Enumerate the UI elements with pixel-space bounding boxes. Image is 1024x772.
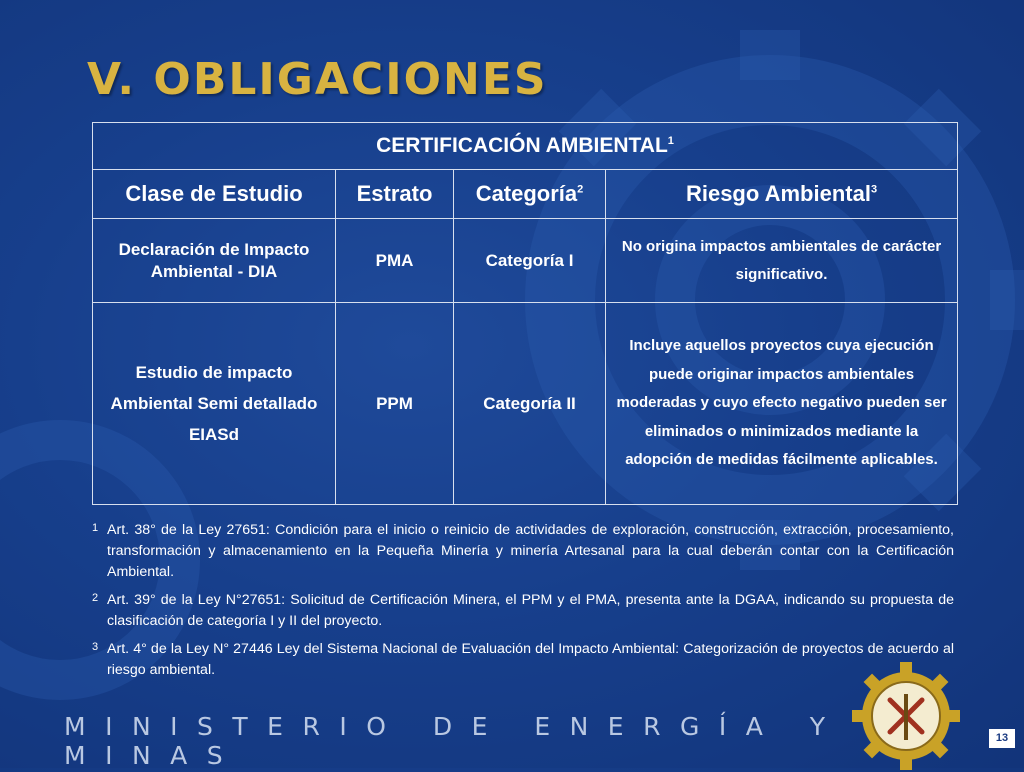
header-categoria: Categoría$^2$ xyxy=(454,170,606,219)
cell-estrato: PMA xyxy=(336,219,454,303)
footnote-text: Art. 39° de la Ley N°27651: Solicitud de Certificación Minera, el PPM y el PMA, presenta ante la DGAA, indicando su propuesta de clasificación de categoría I y II del proyecto. xyxy=(107,592,954,629)
table-caption-row xyxy=(93,123,958,170)
header-riesgo-ref: 3 xyxy=(870,183,878,196)
ministry-seal-icon xyxy=(850,660,962,772)
footnote-number: 2 xyxy=(92,592,99,604)
cell-clase: Estudio de impacto Ambiental Semi detallado EIASd xyxy=(93,303,336,505)
footnote-text: Art. 38° de la Ley 27651: Condición para el inicio o reinicio de actividades de exploración, construcción, extracción, procesamiento, transformación y almacenamiento en la Pequeña Minería y minería Artesanal para la cual deberán contar con la Certificación Ambiental. xyxy=(107,522,954,580)
footnote-text: Art. 4° de la Ley N° 27446 Ley del Sistema Nacional de Evaluación del Impacto Ambiental: Categorización de proyectos de acuerdo al riesgo ambiental. xyxy=(107,641,954,678)
slide-title: V. OBLIGACIONES xyxy=(87,54,548,105)
table-row xyxy=(93,303,958,505)
footnote xyxy=(92,590,954,632)
cell-estrato: PPM xyxy=(336,303,454,505)
cell-categoria: Categoría II xyxy=(454,303,606,505)
footnotes xyxy=(92,520,954,688)
footnote xyxy=(92,639,954,681)
header-estrato: Estrato xyxy=(336,170,454,219)
header-riesgo: Riesgo Ambiental$^3$ xyxy=(606,170,958,219)
table-row xyxy=(93,219,958,303)
header-clase: Clase de Estudio xyxy=(93,170,336,219)
footnote-number: 3 xyxy=(92,641,99,653)
table-header-row xyxy=(93,170,958,219)
table-caption: CERTIFICACIÓN AMBIENTAL$^1$ xyxy=(93,123,958,170)
caption-footnote-ref: 1 xyxy=(667,135,674,147)
cell-riesgo: No origina impactos ambientales de carácter significativo. xyxy=(606,219,958,303)
cell-categoria: Categoría I xyxy=(454,219,606,303)
certification-table xyxy=(92,122,958,505)
cell-riesgo: Incluye aquellos proyectos cuya ejecución puede originar impactos ambientales moderadas y cuyo efecto negativo pueden ser eliminados o minimizados mediante la adopción de medidas fácilmente aplicables. xyxy=(606,303,958,505)
cell-clase: Declaración de Impacto Ambiental - DIA xyxy=(93,219,336,303)
ministry-name: MINISTERIO DE ENERGÍA Y MINAS xyxy=(64,712,845,770)
header-categoria-ref: 2 xyxy=(577,183,584,196)
footnote xyxy=(92,520,954,583)
page-number: 13 xyxy=(989,729,1015,748)
footnote-number: 1 xyxy=(92,522,99,534)
